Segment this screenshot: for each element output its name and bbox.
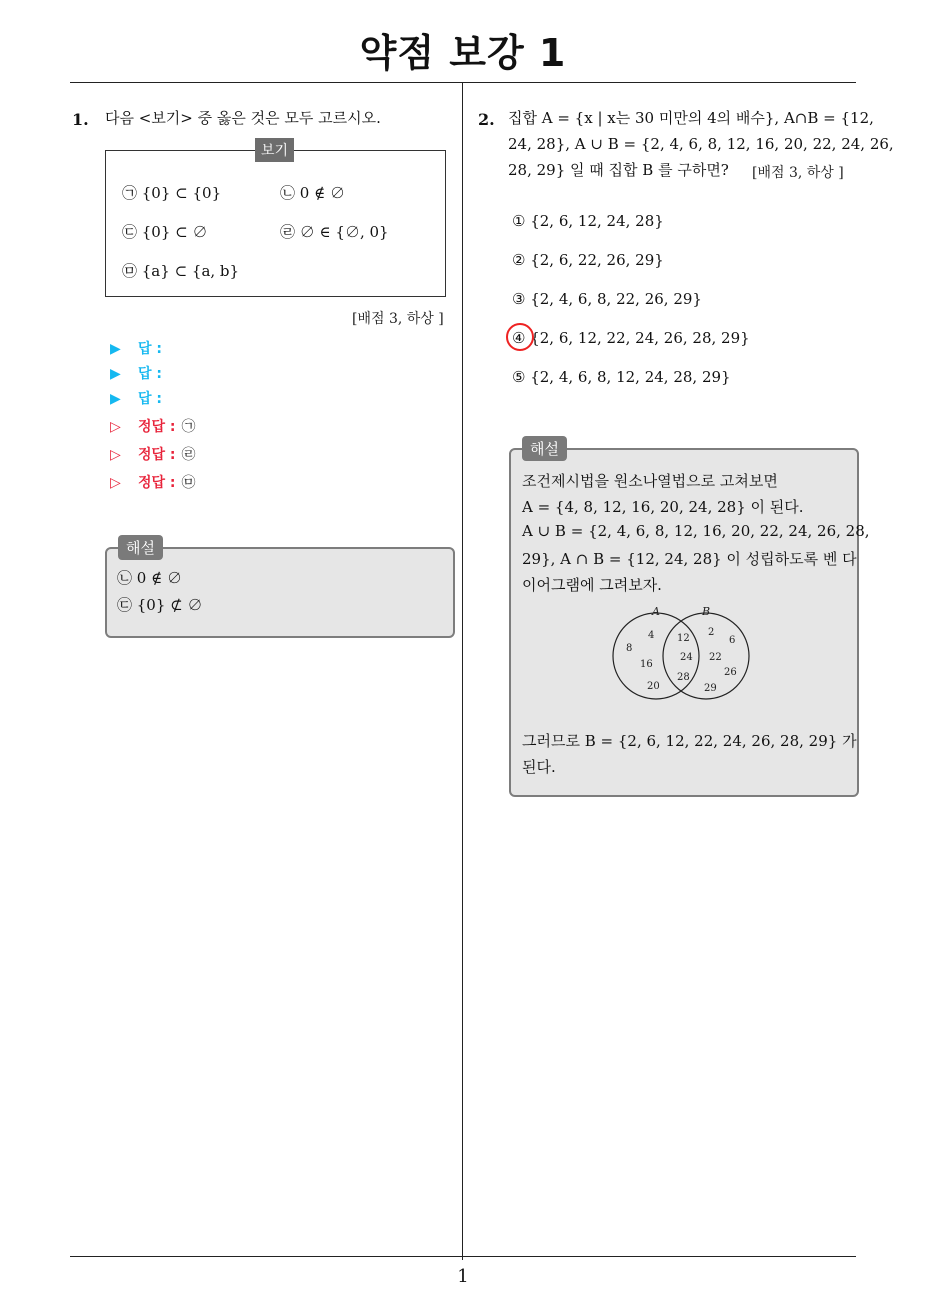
correct-value: ㉤ [181,475,196,491]
outline-arrow-icon: ▷ [110,419,121,435]
page-title: 약점 보강 1 [359,31,567,75]
bogi-item-4: ㉣ ∅ ∈ {∅, 0} [280,223,389,241]
venn-a-element: 16 [640,659,653,670]
explanation-2-conclusion-1: 그러므로 B = {2, 6, 12, 22, 24, 26, 28, 29} 가 [522,732,857,750]
column-divider [462,82,463,1260]
bogi-item-1: ㉠ {0} ⊂ {0} [122,184,222,202]
correct-answer-1 [110,416,196,436]
choice-3[interactable]: ③ {2, 4, 6, 8, 22, 26, 29} [512,290,702,308]
question-1-number: 1. [72,110,89,129]
choice-5[interactable]: ⑤ {2, 4, 6, 8, 12, 24, 28, 29} [512,368,731,386]
bogi-item-2: ㉡ 0 ∉ ∅ [280,184,345,202]
venn-set-a-label: A [652,605,660,618]
question-2-number: 2. [478,110,495,129]
venn-b-element: 2 [708,627,715,638]
explanation-2-line-5: 이어그램에 그려보자. [522,576,662,594]
correct-label: 정답 : [138,447,176,463]
venn-diagram [606,604,756,700]
explanation-2-conclusion-2: 된다. [522,758,556,776]
question-1-text: 다음 <보기> 중 옳은 것은 모두 고르시오. [105,109,381,127]
venn-a-element: 4 [648,630,655,641]
choice-4[interactable]: ④ {2, 6, 12, 22, 24, 26, 28, 29} [512,329,750,347]
outline-arrow-icon: ▷ [110,475,121,491]
explanation-1-line-1: ㉡ 0 ∉ ∅ [117,569,182,587]
correct-label: 정답 : [138,419,176,435]
explanation-box-1 [105,547,455,638]
answer-label: 답 : [138,391,162,407]
header-divider [70,82,856,83]
answer-line-2 [110,363,162,383]
venn-b-element: 6 [729,635,736,646]
filled-arrow-icon: ▶ [110,341,121,357]
choice-2[interactable]: ② {2, 6, 22, 26, 29} [512,251,664,269]
explanation-1-line-2: ㉢ {0} ⊄ ∅ [117,596,203,614]
outline-arrow-icon: ▷ [110,447,121,463]
correct-value: ㉣ [181,447,196,463]
bogi-label: 보기 [255,138,294,162]
venn-b-element: 26 [724,667,737,678]
question-1-meta: [배점 3, 하상 ] [352,311,444,327]
question-2-meta: [배점 3, 하상 ] [752,165,844,181]
venn-both-element: 24 [680,652,693,663]
page-number: 1 [457,1266,469,1287]
venn-both-element: 28 [677,672,690,683]
correct-answer-3 [110,472,196,492]
venn-a-element: 8 [626,643,633,654]
venn-b-element: 22 [709,652,722,663]
correct-label: 정답 : [138,475,176,491]
answer-line-3 [110,388,162,408]
explanation-2-line-1: 조건제시법을 원소나열법으로 고쳐보면 [522,472,778,490]
answer-line-1 [110,338,162,358]
question-2-line-1: 집합 A = {x | x는 30 미만의 4의 배수}, A∩B = {12, [508,109,874,127]
correct-answer-2 [110,444,196,464]
venn-b-element: 29 [704,683,717,694]
answer-label: 답 : [138,366,162,382]
filled-arrow-icon: ▶ [110,391,121,407]
explanation-2-line-2: A = {4, 8, 12, 16, 20, 24, 28} 이 된다. [522,498,804,516]
venn-both-element: 12 [677,633,690,644]
question-2-line-3: 28, 29} 일 때 집합 B 를 구하면? [508,161,729,179]
venn-a-element: 20 [647,681,660,692]
answer-label: 답 : [138,341,162,357]
question-2-line-2: 24, 28}, A ∪ B = {2, 4, 6, 8, 12, 16, 20, 22, 24, 26, [508,135,894,153]
bogi-item-3: ㉢ {0} ⊂ ∅ [122,223,208,241]
bogi-item-5: ㉤ {a} ⊂ {a, b} [122,262,240,280]
correct-value: ㉠ [181,419,196,435]
explanation-2-line-3: A ∪ B = {2, 4, 6, 8, 12, 16, 20, 22, 24, 26, 28, [522,522,870,540]
explanation-2-line-4: 29}, A ∩ B = {12, 24, 28} 이 성립하도록 벤 다 [522,550,857,568]
explanation-label-1: 해설 [118,535,163,560]
footer-divider [70,1256,856,1257]
filled-arrow-icon: ▶ [110,366,121,382]
choice-1[interactable]: ① {2, 6, 12, 24, 28} [512,212,664,230]
explanation-label-2: 해설 [522,436,567,461]
venn-set-b-label: B [702,605,711,618]
answer-circle-mark [506,323,534,351]
